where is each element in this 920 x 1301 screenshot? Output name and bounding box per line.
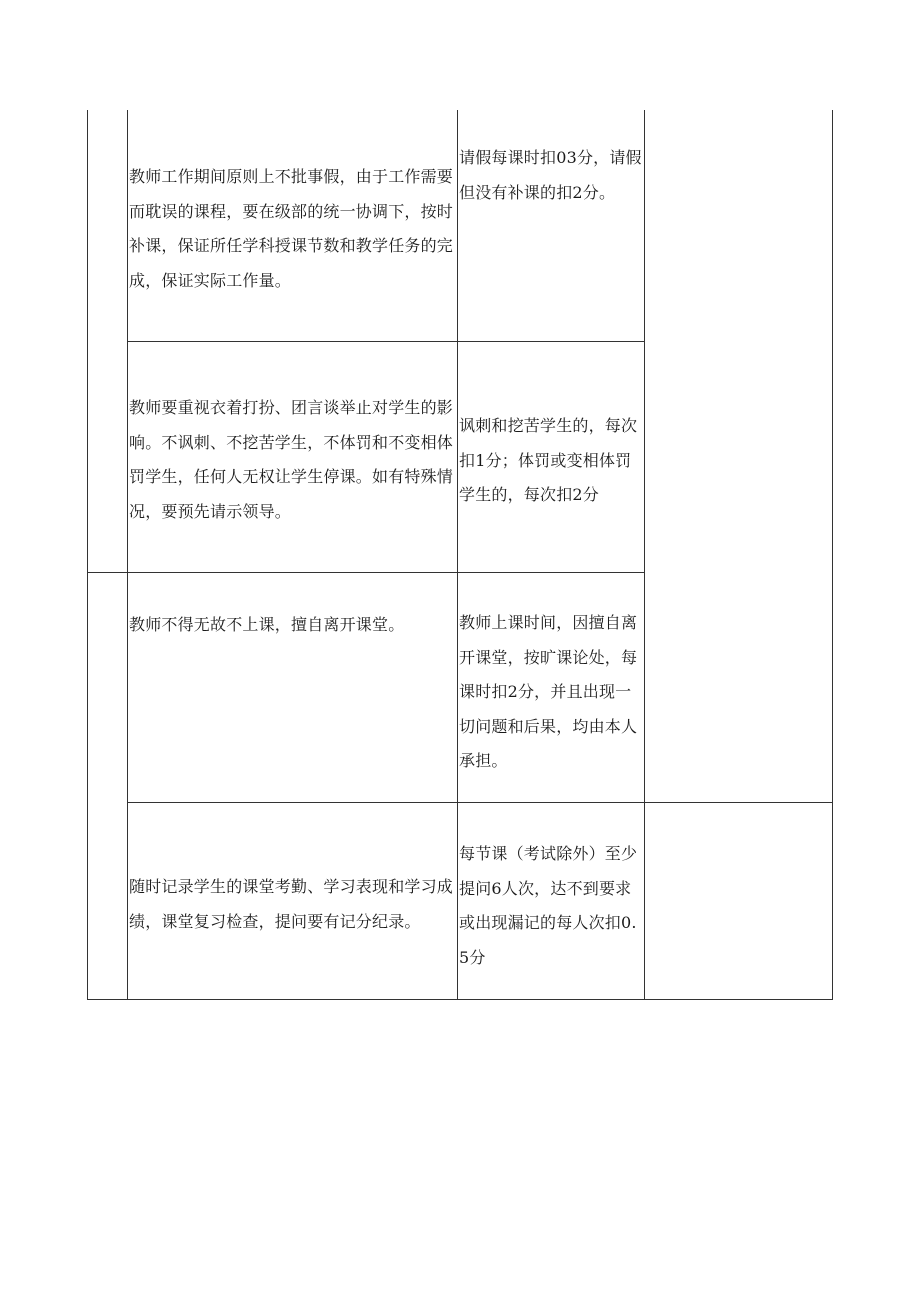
row-divider-2 [87, 572, 645, 573]
table-border-bottom [87, 999, 833, 1000]
table-divider-category [127, 110, 128, 1000]
row-divider-1 [127, 341, 645, 342]
deduction-cell: 请假每课时扣03分，请假但没有补课的扣2分。 [459, 148, 642, 202]
deduction-cell: 讽刺和挖苦学生的，每次扣1分；体罚或变相体罚学生的，每次扣2分 [459, 416, 638, 504]
requirement-cell: 教师不得无故不上课，擅自离开课堂。 [129, 615, 405, 634]
requirement-cell: 教师工作期间原则上不批事假，由于工作需要而耽误的课程，要在级部的统一协调下，按时补课，保证所任学科授课节数和教学任务的完成，保证实际工作量。 [129, 167, 454, 290]
requirement-cell: 教师要重视衣着打扮、团言谈举止对学生的影响。不讽刺、不挖苦学生，不体罚和不变相体罚学生，任何人无权让学生停课。如有特殊情况，要预先请示领导。 [129, 398, 454, 521]
table-border-left [87, 110, 88, 1000]
deduction-cell: 教师上课时间，因擅自离开课堂，按旷课论处，每课时扣2分，并且出现一切问题和后果，均由本人承担。 [459, 613, 638, 770]
requirement-cell: 随时记录学生的课堂考勤、学习表现和学习成绩，课堂复习检查，提问要有记分纪录。 [129, 877, 454, 931]
deduction-cell: 每节课（考试除外）至少提问6人次，达不到要求或出现漏记的每人次扣0.5分 [459, 844, 638, 967]
table-border-right [832, 110, 833, 1000]
table-divider-requirement [457, 110, 458, 1000]
row-divider-3 [127, 802, 833, 803]
